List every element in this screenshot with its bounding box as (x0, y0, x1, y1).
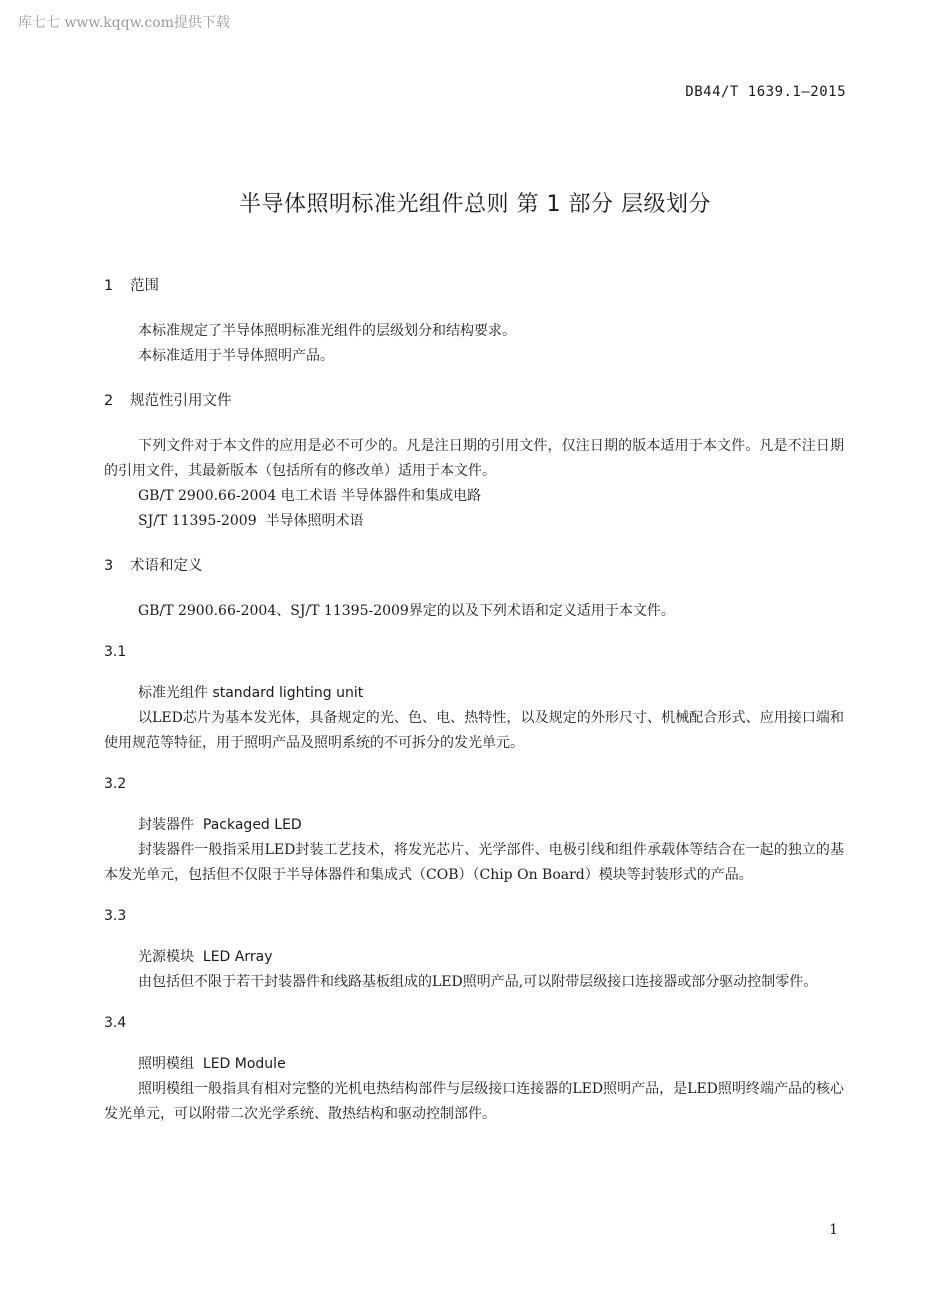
clause-number: 3.4 (104, 1015, 127, 1031)
term-entry: 光源模块 LED Array (138, 949, 273, 965)
paragraph: 本标准规定了半导体照明标准光组件的层级划分和结构要求。 (138, 323, 516, 339)
term-entry: 照明模组 LED Module (138, 1056, 286, 1072)
term-entry: 封装器件 Packaged LED (138, 817, 302, 833)
section-heading (104, 389, 844, 414)
page-title: 半导体照明标准光组件总则 第 1 部分 层级划分 (239, 192, 711, 217)
paragraph: 本标准适用于半导体照明产品。 (138, 348, 334, 364)
reference-item: GB/T 2900.66-2004 电工术语 半导体器件和集成电路 (138, 488, 482, 504)
term-entry: 标准光组件 standard lighting unit (138, 685, 364, 701)
clause-number: 3.3 (104, 908, 127, 924)
section-title: 术语和定义 (130, 558, 203, 574)
section-number: 2 (104, 393, 114, 409)
section-number: 1 (104, 278, 114, 294)
section-title: 规范性引用文件 (130, 393, 232, 409)
term-definition: 封装器件一般指采用LED封装工艺技术，将发光芯片、光学部件、电极引线和组件承载体等结合在一起的独立的基本发光单元，包括但不仅限于半导体器件和集成式（COB）（Chip On Board）模块等封装形式的产品。 (104, 842, 844, 883)
document-body (104, 274, 844, 1127)
watermark: 库七七 www.kqqw.com提供下载 (18, 15, 230, 31)
paragraph: 下列文件对于本文件的应用是必不可少的。凡是注日期的引用文件，仅注日期的版本适用于本文件。凡是不注日期的引用文件，其最新版本（包括所有的修改单）适用于本文件。 (104, 438, 844, 479)
term-definition: 照明模组一般指具有相对完整的光机电热结构部件与层级接口连接器的LED照明产品，是LED照明终端产品的核心发光单元，可以附带二次光学系统、散热结构和驱动控制部件。 (104, 1081, 844, 1122)
document-code: DB44/T 1639.1—2015 (685, 84, 846, 100)
section-heading (104, 274, 844, 299)
clause-number: 3.2 (104, 776, 127, 792)
term-definition: 以LED芯片为基本发光体，具备规定的光、色、电、热特性，以及规定的外形尺寸、机械配合形式、应用接口端和使用规范等特征，用于照明产品及照明系统的不可拆分的发光单元。 (104, 710, 844, 751)
section-heading (104, 554, 844, 579)
section-title: 范围 (130, 278, 159, 294)
term-definition: 由包括但不限于若干封装器件和线路基板组成的LED照明产品,可以附带层级接口连接器或部分驱动控制零件。 (138, 974, 818, 990)
clause-number: 3.1 (104, 644, 127, 660)
paragraph: GB/T 2900.66-2004、SJ/T 11395-2009界定的以及下列术语和定义适用于本文件。 (138, 603, 675, 619)
section-number: 3 (104, 558, 114, 574)
reference-item: SJ/T 11395-2009 半导体照明术语 (138, 513, 364, 529)
page-number: 1 (829, 1222, 838, 1238)
